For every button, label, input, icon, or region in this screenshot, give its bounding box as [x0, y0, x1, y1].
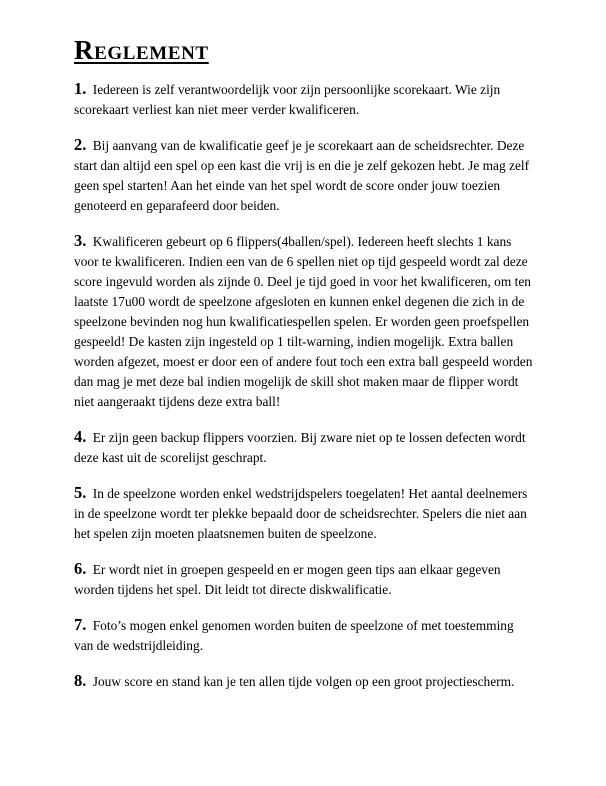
rule-text: Er zijn geen backup flippers voorzien. Bij zware niet op te lossen defecten wordt deze kast uit de scorelijst geschrapt. [74, 430, 526, 465]
rule-text: Foto’s mogen enkel genomen worden buiten de speelzone of met toestemming van de wedstrijdleiding. [74, 618, 514, 653]
rules-list [74, 79, 536, 707]
rule-text: In de speelzone worden enkel wedstrijdspelers toegelaten! Het aantal deelnemers in de speelzone wordt ter plekke bepaald door de scheidsrechter. Spelers die niet aan het spelen zijn moeten plaatsnemen buiten de speelzone. [74, 486, 528, 541]
rule-number: 1. [74, 79, 87, 98]
rule-item-2 [74, 135, 536, 216]
rule-item-8 [74, 671, 536, 692]
rule-text: Kwalificeren gebeurt op 6 flippers(4ballen/spel). Iedereen heeft slechts 1 kans voor te kwalificeren. Indien een van de 6 spellen niet op tijd gespeeld wordt zal deze score ingevuld worden als zijnde 0. Deel je tijd goed in voor het kwalificeren, om ten laatste 17u00 wordt de speelzone afgesloten en kunnen enkel degenen die zich in de speelzone bevinden nog hun kwalificatiespellen spelen. Er worden geen proefspellen gespeeld! De kasten zijn ingesteld op 1 tilt-warning, indien mogelijk. Extra ballen worden afgezet, moest er door een of andere fout toch een extra ball gespeeld worden dan mag je met deze bal indien mogelijk de skill shot maken maar de flipper wordt niet aangeraakt tijdens deze extra ball! [74, 234, 533, 409]
rule-text: Jouw score en stand kan je ten allen tijde volgen op een groot projectiescherm. [92, 674, 515, 689]
rule-item-7 [74, 615, 536, 656]
rule-text: Bij aanvang van de kwalificatie geef je je scorekaart aan de scheidsrechter. Deze start dan altijd een spel op een kast die vrij is en die je zelf gekozen hebt. Je mag zelf geen spel starten! Aan het einde van het spel wordt de score onder jouw toezien genoteerd en geparafeerd door beiden. [74, 138, 530, 213]
rule-item-4 [74, 427, 536, 468]
rule-item-5 [74, 483, 536, 544]
rule-number: 7. [74, 615, 87, 634]
rule-item-1 [74, 79, 536, 120]
rule-number: 5. [74, 483, 87, 502]
rule-text: Er wordt niet in groepen gespeeld en er mogen geen tips aan elkaar gegeven worden tijdens het spel. Dit leidt tot directe diskwalificatie. [74, 562, 501, 597]
rule-number: 2. [74, 135, 87, 154]
rule-item-3 [74, 231, 536, 412]
rule-item-6 [74, 559, 536, 600]
rule-text: Iedereen is zelf verantwoordelijk voor zijn persoonlijke scorekaart. Wie zijn scorekaart verliest kan niet meer verder kwalificeren. [74, 82, 501, 117]
rule-number: 8. [74, 671, 87, 690]
page-title: Reglement [74, 35, 209, 65]
rule-number: 4. [74, 427, 87, 446]
rule-number: 3. [74, 231, 87, 250]
rule-number: 6. [74, 559, 87, 578]
